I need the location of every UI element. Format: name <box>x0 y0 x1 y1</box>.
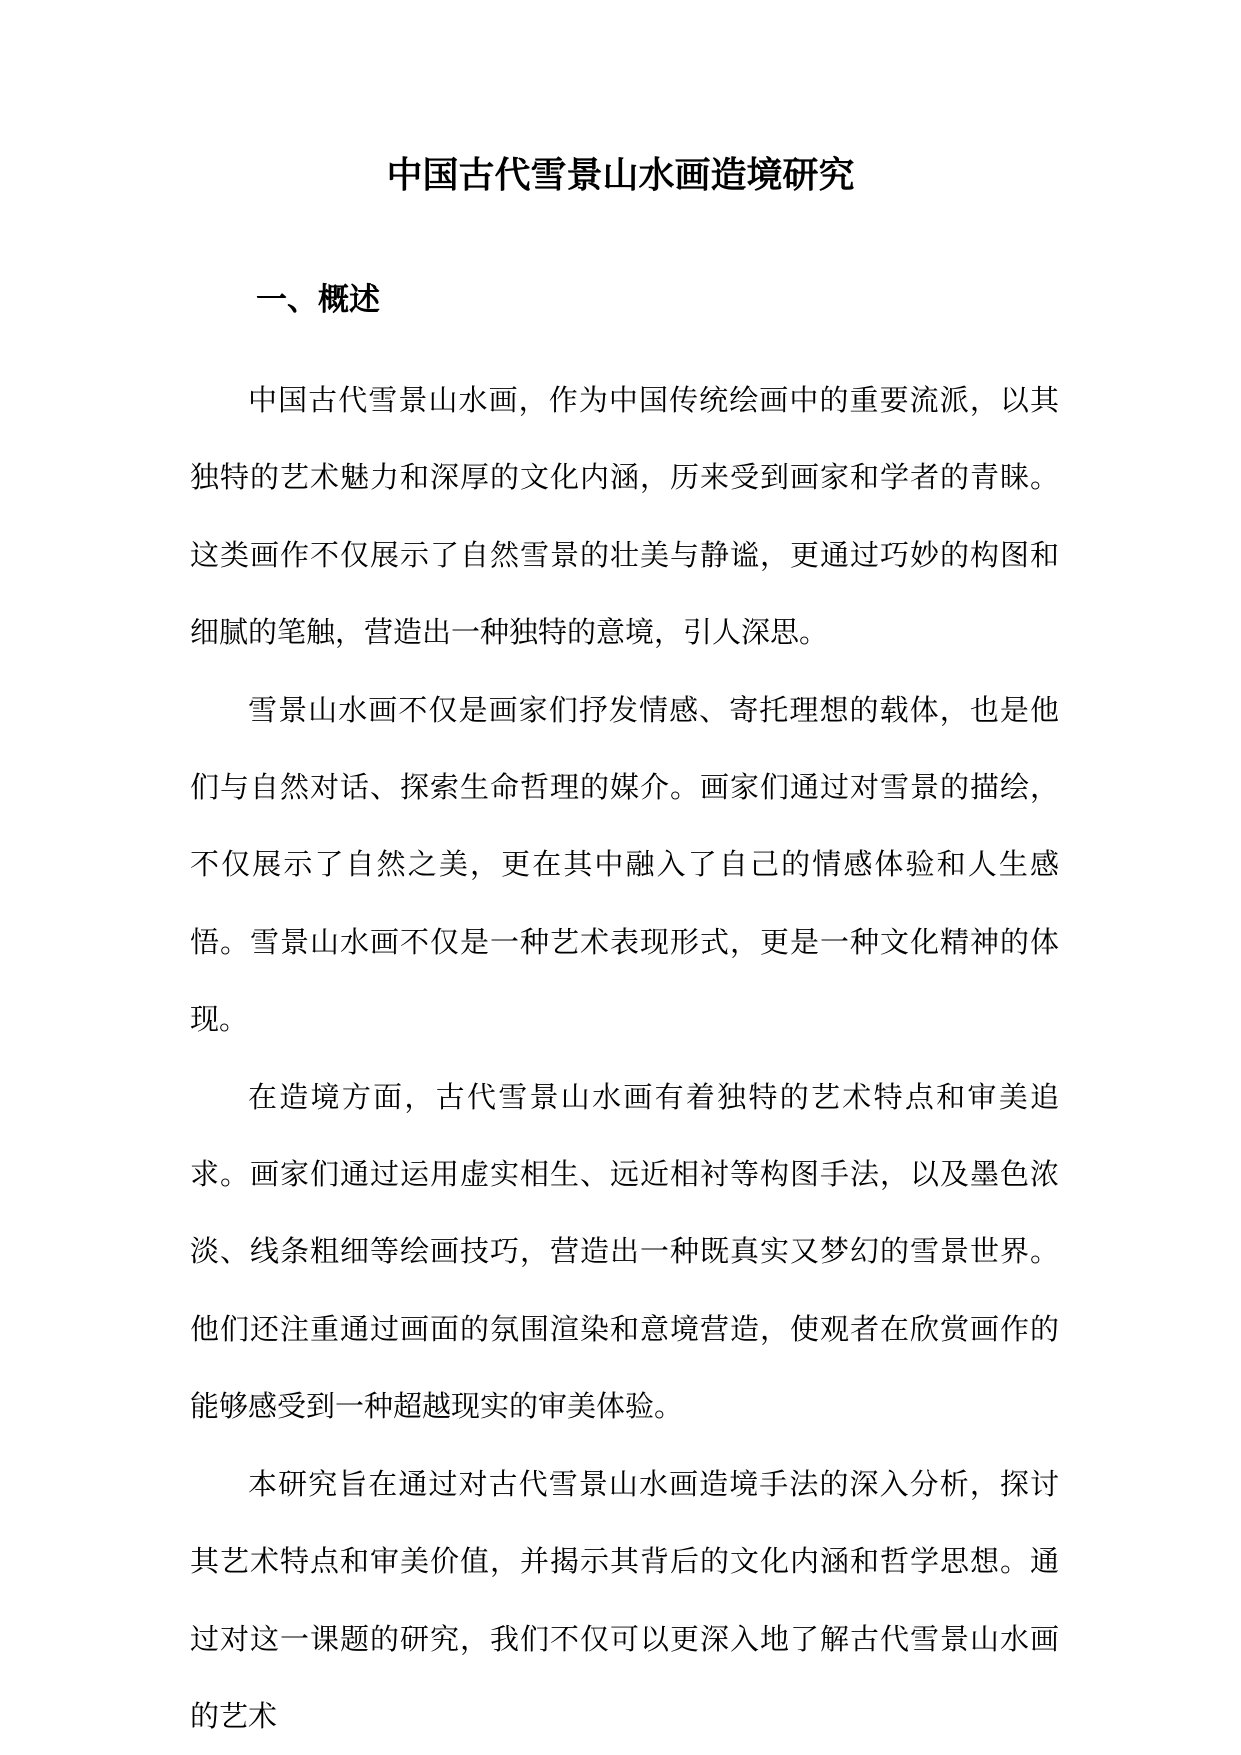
document-title: 中国古代雪景山水画造境研究 <box>386 154 855 196</box>
section-heading: 一、概述 <box>256 282 380 318</box>
paragraph-3: 在造境方面，古代雪景山水画有着独特的艺术特点和审美追求。画家们通过运用虚实相生、远近相衬等构图手法，以及墨色浓淡、线条粗细等绘画技巧，营造出一种既真实又梦幻的雪景世界。他们还注重通过画面的氛围渲染和意境营造，使观者在欣赏画作的能够感受到一种超越现实的审美体验。 <box>190 1079 1059 1424</box>
body-text <box>190 362 1059 1755</box>
paragraph-4: 本研究旨在通过对古代雪景山水画造境手法的深入分析，探讨其艺术特点和审美价值，并揭示其背后的文化内涵和哲学思想。通过对这一课题的研究，我们不仅可以更深入地了解古代雪景山水画的艺术 <box>190 1466 1059 1733</box>
paragraph-1: 中国古代雪景山水画，作为中国传统绘画中的重要流派，以其独特的艺术魅力和深厚的文化内涵，历来受到画家和学者的青睐。这类画作不仅展示了自然雪景的壮美与静谧，更通过巧妙的构图和细腻的笔触，营造出一种独特的意境，引人深思。 <box>190 383 1059 650</box>
paragraph-2: 雪景山水画不仅是画家们抒发情感、寄托理想的载体，也是他们与自然对话、探索生命哲理的媒介。画家们通过对雪景的描绘，不仅展示了自然之美，更在其中融入了自己的情感体验和人生感悟。雪景山水画不仅是一种艺术表现形式，更是一种文化精神的体现。 <box>190 692 1059 1037</box>
